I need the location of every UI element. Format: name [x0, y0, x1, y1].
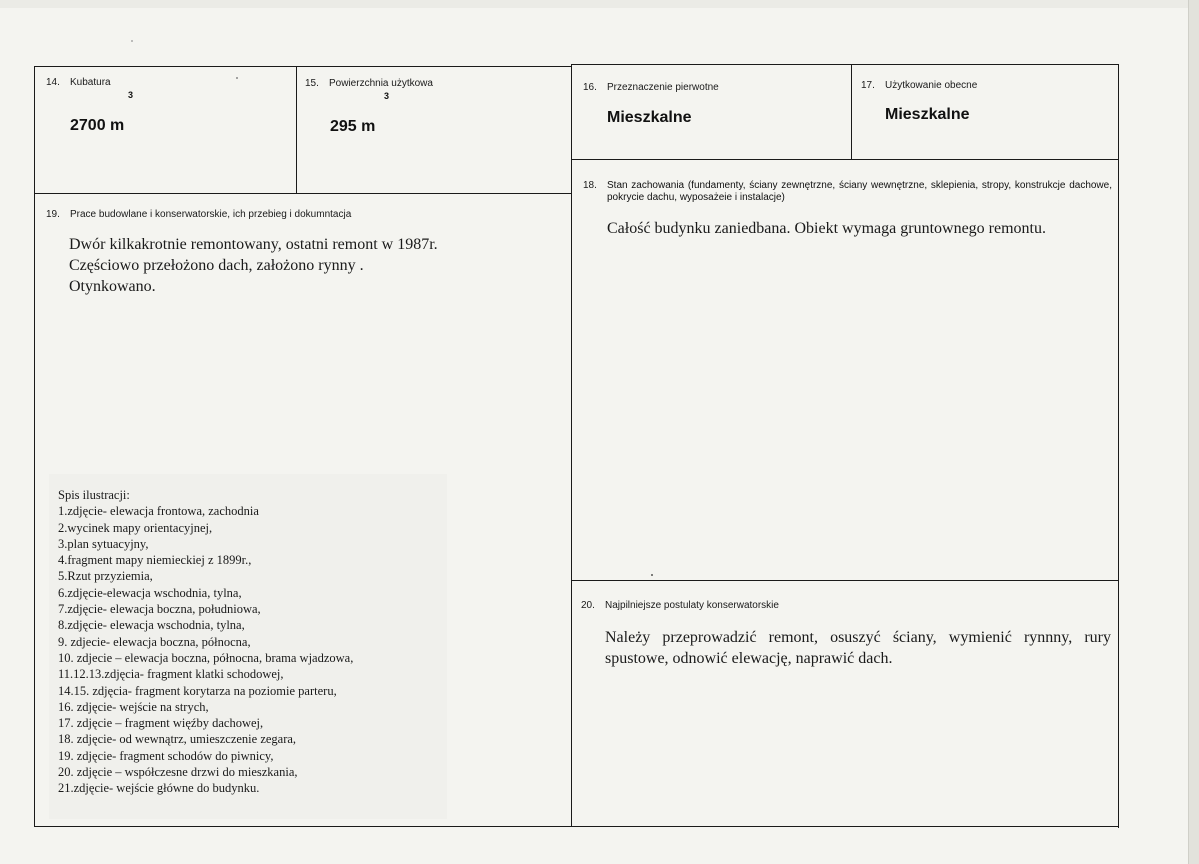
field-14-value: 2700 m — [70, 117, 125, 134]
field-18-number: 18. — [583, 180, 597, 191]
field-19-line: Dwór kilkakrotnie remontowany, ostatni remont w 1987r. — [69, 236, 438, 253]
divider-col-mid — [571, 64, 572, 827]
field-15-number: 15. — [305, 78, 319, 89]
field-20-label: Najpilniejsze postulaty konserwatorskie — [605, 600, 779, 611]
field-17-label: Użytkowanie obecne — [885, 80, 978, 91]
field-18-label: Stan zachowania (fundamenty, ściany zewnętrzne, ściany wewnętrzne, sklepienia, stropy, konstrukcje dachowe, pokrycie dachu, wyposażeie i instalacje) — [607, 180, 1112, 203]
illustrations-title: Spis ilustracji: — [58, 488, 130, 502]
field-17-number: 17. — [861, 80, 875, 91]
scan-speck — [651, 574, 653, 576]
field-14-number: 14. — [46, 77, 60, 88]
field-14-superscript: 3 — [128, 90, 134, 100]
field-15-label: Powierzchnia użytkowa — [329, 78, 433, 89]
list-item: 3.plan sytuacyjny, — [58, 536, 149, 551]
scan-speck — [236, 77, 238, 79]
field-20-text: Należy przeprowadzić remont, osuszyć ściany, wymienić rynnny, rury spustowe, odnowić elewację, naprawić dach. — [605, 629, 1111, 667]
list-item: 20. zdjęcie – współczesne drzwi do mieszkania, — [58, 765, 298, 780]
list-item: 19. zdjęcie- fragment schodów do piwnicy, — [58, 748, 274, 763]
field-16-number: 16. — [583, 82, 597, 93]
list-item: 10. zdjecie – elewacja boczna, północna, brama wjadzowa, — [58, 650, 354, 665]
list-item: 9. zdjecie- elewacja boczna, północna, — [58, 634, 251, 649]
form-border-top-left — [34, 66, 572, 67]
divider-14-15 — [296, 66, 297, 193]
form-border-left — [34, 66, 35, 827]
list-item: 8.zdjęcie- elewacja wschodnia, tylna, — [58, 618, 245, 633]
form-border-top-right — [572, 64, 1119, 65]
list-item: 6.zdjęcie-elewacja wschodnia, tylna, — [58, 585, 242, 600]
list-item: 11.12.13.zdjęcia- fragment klatki schodowej, — [58, 667, 284, 682]
divider-row-18 — [572, 159, 1119, 160]
field-19-line: Otynkowano. — [69, 278, 156, 295]
divider-16-17 — [851, 64, 852, 160]
field-19-label: Prace budowlane i konserwatorskie, ich przebieg i dokumntacja — [70, 209, 352, 220]
field-19-text — [69, 234, 438, 297]
form-border-bottom — [34, 826, 1119, 827]
divider-row-19 — [34, 193, 572, 194]
list-item: 7.zdjęcie- elewacja boczna, południowa, — [58, 602, 261, 617]
form-border-right — [1118, 64, 1119, 828]
field-19-number: 19. — [46, 209, 60, 220]
list-item: 18. zdjęcie- od wewnątrz, umieszczenie zegara, — [58, 732, 297, 747]
field-17-value: Mieszkalne — [885, 106, 970, 123]
list-item: 21.zdjęcie- wejście główne do budynku. — [58, 781, 260, 796]
list-item: 1.zdjęcie- elewacja frontowa, zachodnia — [58, 504, 259, 519]
list-item: 17. zdjęcie – fragment więźby dachowej, — [58, 716, 264, 731]
list-item: 16. zdjęcie- wejście na strych, — [58, 699, 209, 714]
field-16-value: Mieszkalne — [607, 109, 692, 126]
list-item: 2.wycinek mapy orientacyjnej, — [58, 520, 213, 535]
divider-row-20 — [572, 580, 1119, 581]
field-16-label: Przeznaczenie pierwotne — [607, 82, 719, 93]
field-18-text: Całość budynku zaniedbana. Obiekt wymaga gruntownego remontu. — [607, 220, 1046, 237]
field-14-label: Kubatura — [70, 77, 111, 88]
illustrations-list — [58, 487, 353, 797]
list-item: 4.fragment mapy niemieckiej z 1899r., — [58, 553, 252, 568]
list-item: 14.15. zdjęcia- fragment korytarza na poziomie parteru, — [58, 683, 337, 698]
field-15-superscript: 3 — [384, 91, 390, 101]
field-19-line: Częściowo przełożono dach, założono rynny . — [69, 257, 364, 274]
scan-speck — [131, 40, 133, 42]
scan-right-edge — [1188, 0, 1199, 864]
field-20-number: 20. — [581, 600, 595, 611]
scan-top-edge — [0, 0, 1199, 8]
field-15-value: 295 m — [330, 118, 376, 135]
list-item: 5.Rzut przyziemia, — [58, 569, 153, 584]
